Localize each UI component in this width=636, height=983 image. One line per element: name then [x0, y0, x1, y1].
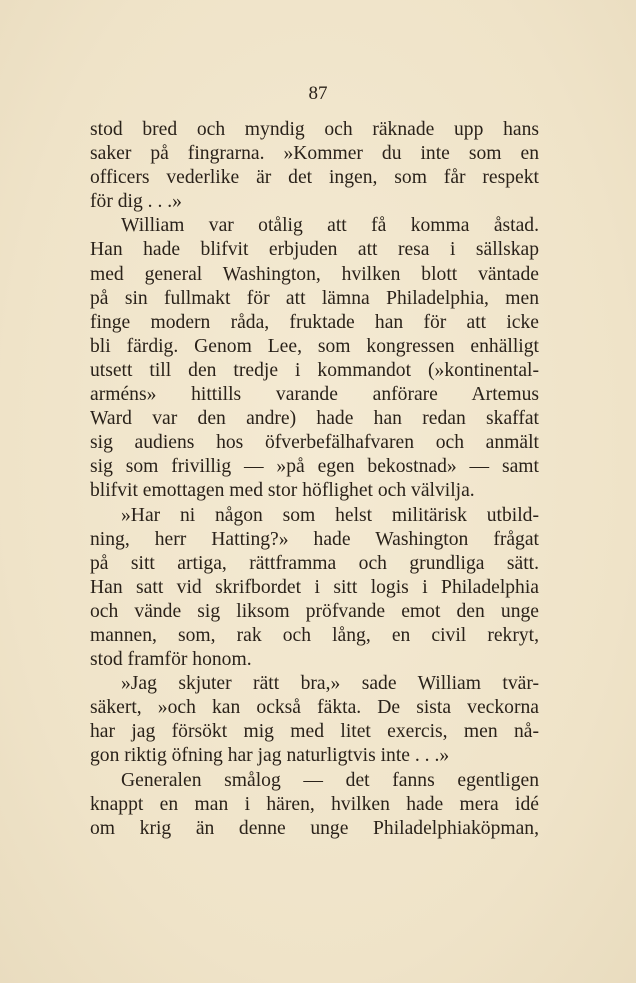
text-line: officers vederlike är det ingen, som får respekt [90, 167, 539, 189]
text-line: på sin fullmakt för att lämna Philadelphia, men [90, 287, 539, 309]
text-line: finge modern råda, fruktade han för att icke [90, 311, 539, 333]
text-line: Han hade blifvit erbjuden att resa i sällskap [90, 239, 539, 261]
text-line: »Har ni någon som helst militärisk utbild- [121, 504, 539, 526]
text-line: gon riktig öfning har jag naturligtvis inte . . .» [90, 745, 450, 767]
text-line: William var otålig att få komma åstad. [121, 215, 539, 237]
text-line: blifvit emottagen med stor höflighet och välvilja. [90, 480, 475, 502]
text-line: sig som frivillig — »på egen bekostnad» — samt [90, 456, 539, 478]
text-line: stod bred och myndig och räknade upp hans [90, 119, 539, 140]
text-line: mannen, som, rak och lång, en civil rekryt, [90, 624, 539, 646]
text-line: saker på fingrarna. »Kommer du inte som en [90, 143, 539, 165]
text-line: Han satt vid skrifbordet i sitt logis i Philadelphia [90, 576, 539, 598]
text-line: utsett till den tredje i kommandot (»kontinental- [90, 359, 539, 381]
text-line: arméns» hittills varande anförare Artemus [90, 384, 539, 406]
text-line: Ward var den andre) hade han redan skaffat [90, 408, 539, 430]
text-line: med general Washington, hvilken blott väntade [90, 263, 539, 285]
text-line: knappt en man i hären, hvilken hade mera idé [90, 793, 539, 815]
text-line: sig audiens hos öfverbefälhafvaren och anmält [90, 432, 539, 454]
text-line: har jag försökt mig med litet exercis, men nå- [90, 721, 539, 743]
text-line: på sitt artiga, rättframma och grundliga sätt. [90, 552, 539, 574]
text-line: stod framför honom. [90, 649, 252, 671]
text-line: bli färdig. Genom Lee, som kongressen enhälligt [90, 335, 539, 357]
text-line: Generalen smålog — det fanns egentligen [121, 769, 539, 791]
page-number: 87 [308, 83, 328, 104]
text-line: säkert, »och kan också fäkta. De sista veckorna [90, 697, 539, 719]
body-text [90, 118, 539, 841]
text-line: för dig . . .» [90, 191, 182, 213]
text-line: om krig än denne unge Philadelphiaköpman, [90, 817, 539, 839]
text-line: ning, herr Hatting?» hade Washington frågat [90, 528, 539, 550]
text-line: och vände sig liksom pröfvande emot den unge [90, 600, 539, 622]
text-line: »Jag skjuter rätt bra,» sade William tvär- [121, 673, 539, 695]
